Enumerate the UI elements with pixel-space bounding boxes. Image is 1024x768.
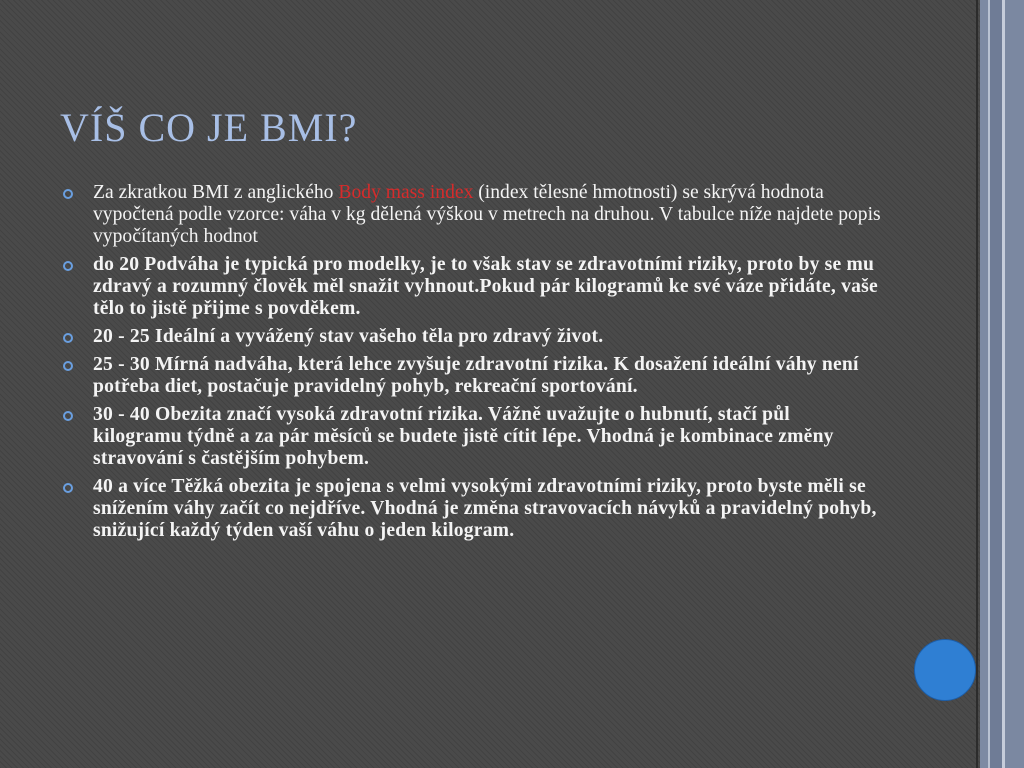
bullet-icon (63, 411, 73, 421)
bullet-text: 30 - 40 Obezita značí vysoká zdravotní rizika. Vážně uvažujte o hubnutí, stačí půl kilogramu týdně a za pár měsíců se budete jistě cítit lépe. Vhodná je kombinace změny stravování s častějším pohybem. (93, 404, 834, 469)
slide-title: VÍŠ CO JE BMI? (60, 105, 358, 150)
bullet-icon (63, 189, 73, 199)
bullet-icon (63, 361, 73, 371)
frame-line (976, 0, 978, 768)
bullet-item-obesity (62, 404, 882, 470)
intro-text-end: (index tělesné hmotnosti) se skrývá hodnota vypočtená podle vzorce: váha v kg dělená výškou v metrech na druhou. V tabulce níže najdete popis vypočítaných hodnot (93, 182, 881, 247)
decorative-stripe (980, 0, 988, 768)
bullet-icon (63, 333, 73, 343)
bullet-icon (63, 261, 73, 271)
bullet-text: 40 a více Těžká obezita je spojena s velmi vysokými zdravotními riziky, proto byste měli se snížením váhy začít co nejdříve. Vhodná je změna stravovacích návyků a pravidelný pohyb, snižující každý týden vaší váhu o jeden kilogram. (93, 476, 877, 541)
bullet-icon (63, 483, 73, 493)
intro-text-start: Za zkratkou BMI z anglického (93, 182, 339, 203)
bullet-text: 20 - 25 Ideální a vyvážený stav vašeho těla pro zdravý život. (93, 326, 604, 347)
blue-circle-decoration (914, 639, 976, 701)
bullet-text: do 20 Podváha je typická pro modelky, je to však stav se zdravotními riziky, proto by se mu zdravý a rozumný člověk měl snažit vyhnout.Pokud pár kilogramů ke své váze přidáte, vaše tělo to jistě přijme s povděkem. (93, 254, 878, 319)
bullet-list (62, 182, 882, 548)
decorative-stripe (990, 0, 1002, 768)
bullet-item-underweight (62, 254, 882, 320)
bullet-item-overweight (62, 354, 882, 398)
body-mass-index-link[interactable]: Body mass index (338, 182, 474, 203)
bullet-item-severe-obesity (62, 476, 882, 542)
bullet-item-intro (62, 182, 882, 248)
bullet-item-ideal (62, 326, 882, 348)
decorative-stripe (1005, 0, 1024, 768)
bullet-text: 25 - 30 Mírná nadváha, která lehce zvyšuje zdravotní rizika. K dosažení ideální váhy není potřeba diet, postačuje pravidelný pohyb, rekreační sportování. (93, 354, 859, 397)
